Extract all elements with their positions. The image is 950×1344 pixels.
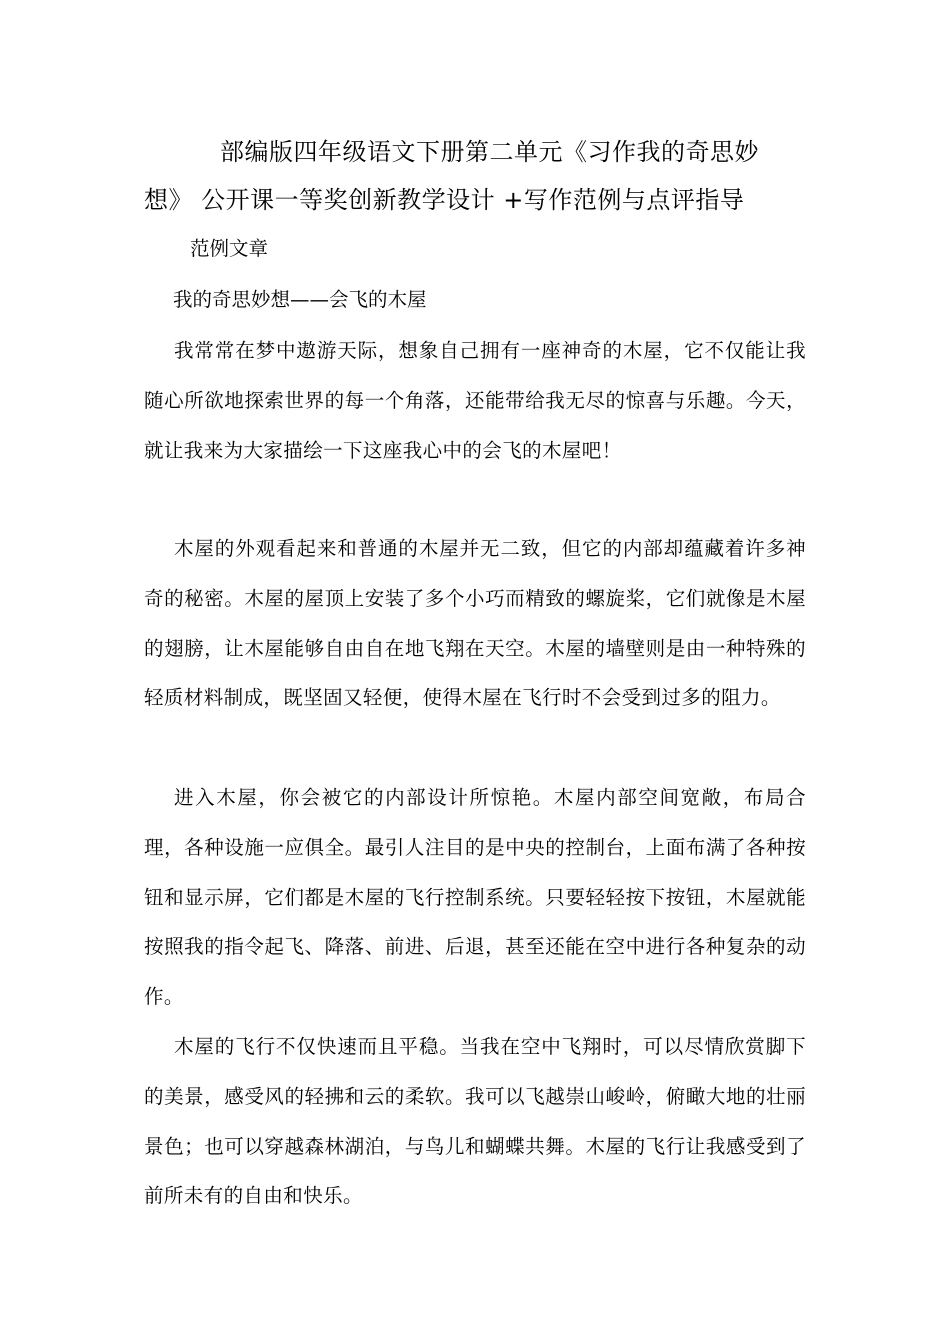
paragraph-1: 我常常在梦中遨游天际，想象自己拥有一座神奇的木屋，它不仅能让我随心所欲地探索世界的每一个角落，还能带给我无尽的惊喜与乐趣。今天，就让我来为大家描绘一下这座我心中的会飞的木屋吧！: [144, 339, 806, 462]
paragraph-4: 木屋的飞行不仅快速而且平稳。当我在空中飞翔时，可以尽情欣赏脚下的美景，感受风的轻拂和云的柔软。我可以飞越崇山峻岭，俯瞰大地的壮丽景色；也可以穿越森林湖泊，与鸟儿和蝴蝶共舞。木屋的飞行让我感受到了前所未有的自由和快乐。: [144, 1035, 806, 1208]
paragraph-2: 木屋的外观看起来和普通的木屋并无二致，但它的内部却蕴藏着许多神奇的秘密。木屋的屋顶上安装了多个小巧而精致的螺旋桨，它们就像是木屋的翅膀，让木屋能够自由自在地飞翔在天空。木屋的墙壁则是由一种特殊的轻质材料制成，既坚固又轻便，使得木屋在飞行时不会受到过多的阻力。: [144, 537, 806, 710]
document-title: 部编版四年级语文下册第二单元《习作我的奇思妙想》 公开课一等奖创新教学设计 +写作范例与点评指导: [144, 138, 759, 214]
section-label: 范例文章: [190, 237, 269, 260]
paragraph-3: 进入木屋，你会被它的内部设计所惊艳。木屋内部空间宽敞，布局合理，各种设施一应俱全。最引人注目的是中央的控制台，上面布满了各种按钮和显示屏，它们都是木屋的飞行控制系统。只要轻轻按下按钮，木屋就能按照我的指令起飞、降落、前进、后退，甚至还能在空中进行各种复杂的动作。: [144, 786, 806, 1009]
article-title: 我的奇思妙想——会飞的木屋: [173, 288, 427, 311]
